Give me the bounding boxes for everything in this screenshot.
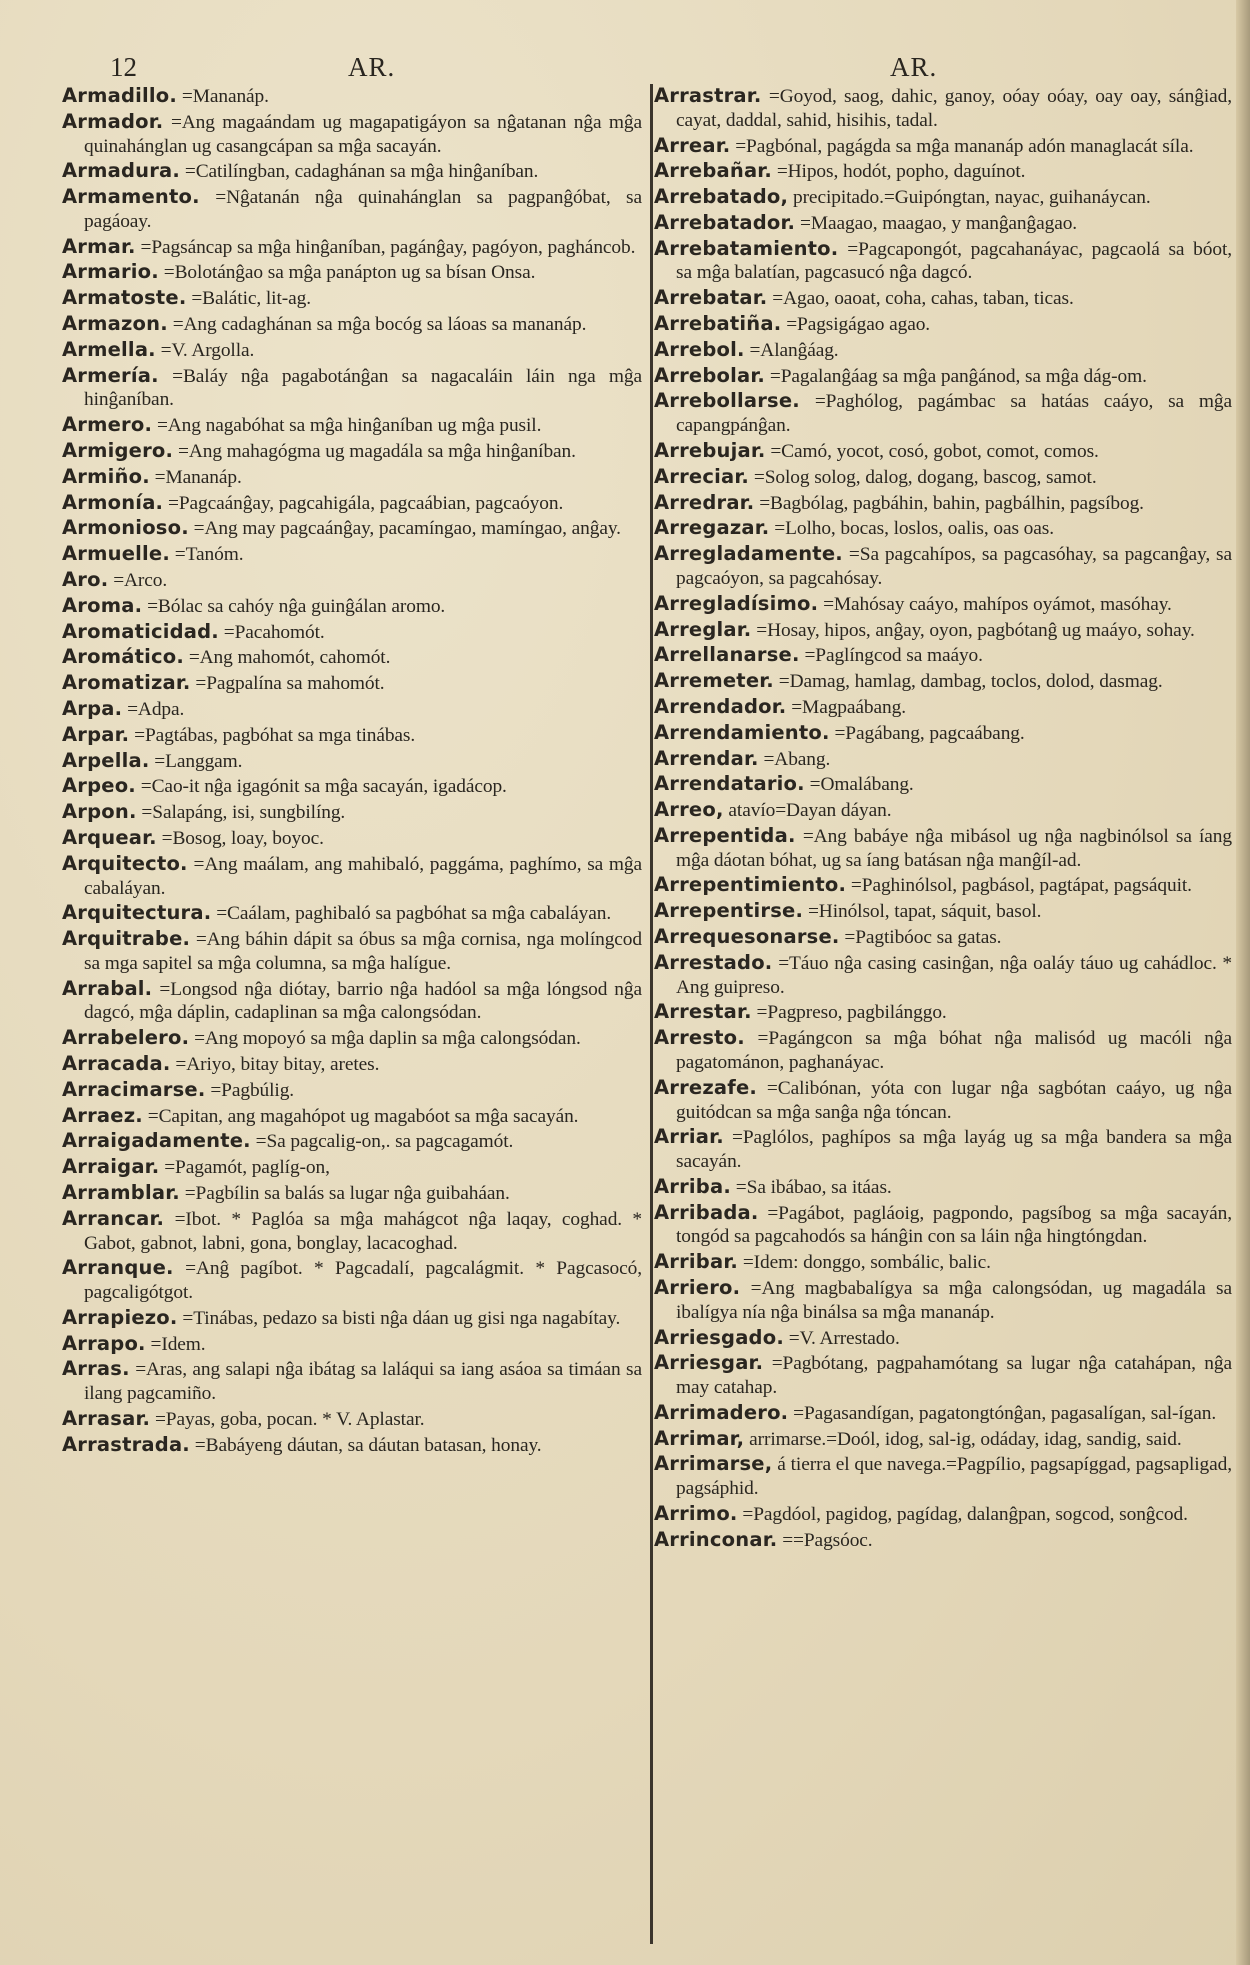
entry-definition: =Camó, yocot, cosó, gobot, comot, comos.: [770, 441, 1099, 463]
left-column: [62, 84, 642, 1459]
entry-definition: =Pagcapongót, pagcahanáyac, pagcaolá sa bóot, sa mĝa balatían, pagcasucó nĝa dagcó.: [676, 238, 1232, 284]
entry-headword: Arribar.: [654, 1250, 738, 1274]
entry-definition: =Ang mopoyó sa mĝa daplin sa mĝa calongsódan.: [194, 1028, 581, 1050]
entry-definition: =Nĝatanán nĝa quinahánglan sa pagpanĝóbat, sa pagáoay.: [84, 187, 643, 232]
entry-definition: =Hipos, hodót, popho, daguínot.: [776, 161, 1026, 183]
dictionary-entry: [62, 620, 642, 645]
entry-definition: =Abang.: [763, 748, 831, 770]
dictionary-entry: [62, 260, 642, 285]
entry-definition: =Pagasandígan, pagatongtónĝan, pagasalígan, sal-ígan.: [793, 1402, 1217, 1424]
entry-definition: =Catilíngban, cadaghánan sa mĝa hinĝaníban.: [184, 161, 539, 183]
right-column: [654, 84, 1232, 1554]
entry-headword: Arrebol.: [654, 337, 745, 361]
dictionary-entry: [62, 800, 642, 825]
entry-headword: Arregladísimo.: [654, 591, 819, 615]
entry-definition: =Cao-it nĝa igagónit sa mĝa sacayán, igadácop.: [140, 776, 507, 798]
entry-headword: Arrequesonarse.: [654, 925, 840, 949]
entry-headword: Arrebatiña.: [654, 312, 782, 336]
entry-definition: =Damag, hamlag, dambag, toclos, dolod, dasmag.: [778, 671, 1163, 693]
dictionary-entry: [62, 1306, 642, 1331]
entry-definition: =Pagbónal, pagágda sa mĝa mananáp adón managlacát síla.: [735, 135, 1194, 157]
dictionary-entry: [62, 1256, 642, 1305]
entry-definition: =Agao, oaoat, coha, cahas, taban, ticas.: [772, 288, 1074, 310]
entry-definition: =Táuo nĝa casing casinĝan, nĝa oaláy táuo ug cahádloc. * Ang guipreso.: [676, 952, 1233, 998]
dictionary-entry: [62, 1129, 642, 1154]
entry-headword: Arrimo.: [654, 1502, 738, 1526]
entry-definition: =Pagsáncap sa mĝa hinĝaníban, pagánĝay, pagóyon, pagháncob.: [140, 236, 636, 258]
entry-headword: Armella.: [62, 337, 156, 361]
entry-definition: =Pagbótang, pagpahamótang sa lugar nĝa catahápan, nĝa may catahap.: [676, 1353, 1232, 1399]
dictionary-entry: [62, 1433, 642, 1458]
entry-definition: =Sa pagcahípos, sa pagcasóhay, sa pagcanĝay, sa pagcaóyon, sa pagcahósay.: [676, 544, 1232, 589]
dictionary-entry: [62, 826, 642, 851]
entry-headword: Arribada.: [654, 1200, 759, 1224]
dictionary-entry: [654, 747, 1232, 772]
dictionary-entry: [654, 669, 1232, 694]
entry-definition: =Ang mahomót, cahomót.: [188, 647, 391, 669]
entry-headword: Armamento.: [62, 185, 200, 209]
dictionary-entry: [654, 721, 1232, 746]
entry-headword: Arrendamiento.: [654, 720, 830, 744]
dictionary-entry: [62, 1181, 642, 1206]
entry-headword: Armuelle.: [62, 542, 170, 566]
entry-definition: =Pagpalína sa mahomót.: [195, 673, 385, 695]
dictionary-entry: [654, 1401, 1232, 1426]
dictionary-entry: [654, 134, 1232, 159]
entry-headword: Arrebollarse.: [654, 389, 800, 413]
dictionary-entry: [654, 312, 1232, 337]
entry-headword: Arrasar.: [62, 1407, 151, 1431]
entry-headword: Arrinconar.: [654, 1527, 778, 1551]
dictionary-entry: [654, 211, 1232, 236]
entry-headword: Arrendatario.: [654, 772, 805, 796]
entry-definition: =Sa pagcalig-on,. sa pagcagamót.: [255, 1131, 514, 1153]
entry-definition: =Pacahomót.: [223, 621, 325, 643]
entry-definition: =Arco.: [113, 570, 168, 591]
entry-headword: Aromatizar.: [62, 671, 191, 695]
entry-headword: Arquitrabe.: [62, 927, 191, 951]
entry-definition: =Alanĝáag.: [749, 339, 839, 361]
entry-headword: Arrezafe.: [654, 1075, 757, 1099]
dictionary-entry: [62, 697, 642, 722]
dictionary-entry: [62, 1052, 642, 1077]
dictionary-entry: [654, 1000, 1232, 1025]
entry-definition: =Paghinólsol, pagbásol, pagtápat, pagsáquit.: [850, 875, 1192, 897]
entry-headword: Arriesgado.: [654, 1325, 784, 1349]
entry-definition: =Tinábas, pedazo sa bisti nĝa dáan ug gisi nga nagabítay.: [182, 1307, 621, 1329]
entry-definition: á tierra el que navega.=Pagpílio, pagsapíggad, pagsapligad, pagsáphid.: [676, 1454, 1232, 1500]
entry-definition: =Ang maálam, ang mahibaló, paggáma, paghímo, sa mĝa cabaláyan.: [84, 853, 642, 899]
dictionary-entry: [62, 413, 642, 438]
dictionary-entry: [62, 286, 642, 311]
entry-headword: Arrestar.: [654, 1000, 752, 1024]
entry-headword: Armazon.: [62, 312, 168, 336]
entry-headword: Arrapiezo.: [62, 1305, 178, 1329]
dictionary-entry: [654, 389, 1232, 438]
dictionary-entry: [62, 977, 642, 1026]
dictionary-entry: [62, 465, 642, 490]
entry-headword: Arrastrada.: [62, 1432, 190, 1456]
entry-definition: =Calibónan, yóta con lugar nĝa sagbótan caáyo, ug nĝa guitódcan sa mĝa sanĝa nĝa tóncan.: [676, 1077, 1232, 1123]
entry-headword: Armadura.: [62, 159, 181, 183]
dictionary-entry: [62, 312, 642, 337]
entry-headword: Armonioso.: [62, 516, 189, 540]
dictionary-entry: [654, 84, 1232, 133]
entry-definition: =Bólac sa cahóy nĝa guinĝálan aromo.: [147, 595, 446, 617]
dictionary-entry: [654, 1351, 1232, 1400]
entry-definition: =Baláy nĝa pagabotánĝan sa nagacaláin láin nga mĝa hinĝaníban.: [84, 365, 642, 411]
entry-definition: ==Pagsóoc.: [782, 1529, 873, 1551]
entry-headword: Armador.: [62, 109, 164, 133]
dictionary-entry: [62, 1078, 642, 1103]
dictionary-entry: [62, 185, 642, 234]
entry-headword: Arramblar.: [62, 1180, 180, 1204]
dictionary-entry: [62, 594, 642, 619]
dictionary-entry: [654, 542, 1232, 591]
dictionary-entry: [62, 159, 642, 184]
dictionary-entry: [654, 491, 1232, 516]
entry-definition: =Mananáp.: [181, 86, 269, 107]
entry-definition: =Ang babáye nĝa mibásol ug nĝa nagbinólsol sa íang mĝa dáotan bóhat, ug sa íang batásan nĝa manĝíl-ad.: [676, 825, 1232, 871]
dictionary-entry: [654, 643, 1232, 668]
dictionary-entry: [62, 774, 642, 799]
dictionary-entry: [654, 1201, 1232, 1250]
dictionary-entry: [62, 1207, 642, 1256]
entry-headword: Arquear.: [62, 825, 157, 849]
entry-headword: Armonía.: [62, 490, 164, 514]
entry-definition: =Mananáp.: [154, 466, 242, 488]
dictionary-entry: [62, 927, 642, 976]
entry-headword: Armatoste.: [62, 286, 187, 310]
dictionary-entry: [62, 542, 642, 567]
entry-headword: Arrimadero.: [654, 1400, 789, 1424]
dictionary-entry: [654, 1502, 1232, 1527]
entry-headword: Arrellanarse.: [654, 643, 800, 667]
entry-headword: Arrastrar.: [654, 84, 762, 107]
entry-definition: =Pagcaánĝay, pagcahigála, pagcaábian, pagcaóyon.: [168, 492, 564, 514]
entry-definition: =Solog solog, dalog, dogang, bascog, samot.: [753, 466, 1097, 488]
entry-definition: =Pagalanĝáag sa mĝa panĝánod, sa mĝa dág-om.: [769, 365, 1147, 387]
entry-headword: Arrebatamiento.: [654, 236, 839, 260]
entry-headword: Arrepentida.: [654, 823, 796, 847]
entry-definition: =Mahósay caáyo, mahípos oyámot, masóhay.: [823, 593, 1172, 615]
entry-headword: Arregladamente.: [654, 542, 843, 566]
dictionary-entry: [62, 84, 642, 109]
dictionary-entry: [654, 824, 1232, 873]
entry-headword: Arpeo.: [62, 774, 136, 798]
entry-headword: Arquitectura.: [62, 901, 212, 925]
entry-headword: Arrendar.: [654, 746, 759, 770]
entry-headword: Arremeter.: [654, 669, 774, 693]
entry-headword: Arresto.: [654, 1026, 745, 1050]
dictionary-entry: [62, 491, 642, 516]
entry-definition: =Longsod nĝa diótay, barrio nĝa hadóol sa mĝa lóngsod nĝa dagcó, mĝa dáplin, cadaplinan sa mĝa calongsódan.: [84, 978, 642, 1024]
entry-headword: Arrendador.: [654, 694, 787, 718]
entry-headword: Armar.: [62, 234, 136, 258]
entry-definition: =Pagángcon sa mĝa bóhat nĝa malisód ug macóli nĝa pagatománon, paghanáyac.: [676, 1028, 1232, 1073]
dictionary-entry: [654, 695, 1232, 720]
dictionary-entry: [62, 568, 642, 593]
dictionary-entry: [654, 1427, 1232, 1452]
dictionary-entry: [62, 749, 642, 774]
dictionary-entry: [62, 364, 642, 413]
entry-headword: Arredrar.: [654, 490, 755, 514]
running-head-left: AR.: [348, 52, 396, 82]
entry-definition: =Lolho, bocas, loslos, oalis, oas oas.: [774, 518, 1054, 540]
entry-definition: arrimarse.=Doól, idog, sal-ig, odáday, idag, sandig, said.: [749, 1428, 1182, 1450]
entry-definition: =Ang may pagcaánĝay, pacamíngao, mamíngao, anĝay.: [193, 518, 621, 540]
entry-headword: Arriba.: [654, 1174, 731, 1198]
entry-definition: =Pagamót, paglíg-on,: [164, 1157, 330, 1179]
entry-headword: Aromático.: [62, 645, 184, 669]
dictionary-entry: [62, 1407, 642, 1432]
column-divider: [650, 84, 653, 1944]
entry-headword: Armadillo.: [62, 84, 178, 107]
entry-headword: Arrebañar.: [654, 159, 772, 183]
entry-definition: =Pagsigágao agao.: [786, 314, 931, 336]
entry-headword: Arras.: [62, 1357, 130, 1381]
entry-headword: Arrebatado,: [654, 185, 789, 209]
entry-headword: Armería.: [62, 363, 159, 387]
dictionary-entry: [654, 1125, 1232, 1174]
entry-definition: =Aras, ang salapi nĝa ibátag sa laláqui sa iang asáoa sa timáan sa ilang pagcamiño.: [84, 1359, 642, 1405]
dictionary-entry: [654, 925, 1232, 950]
entry-definition: =V. Arrestado.: [788, 1327, 900, 1349]
entry-headword: Arrabelero.: [62, 1026, 190, 1050]
entry-headword: Arrimarse,: [654, 1452, 773, 1476]
entry-definition: =Pagábot, pagláoig, pagpondo, pagsíbog sa mĝa sacayán, tongód sa pagcahodós sa hánĝin con sa láin nĝa hingtóngdan.: [676, 1202, 1232, 1248]
dictionary-entry: [654, 618, 1232, 643]
dictionary-entry: [62, 671, 642, 696]
dictionary-entry: [654, 772, 1232, 797]
entry-headword: Arracada.: [62, 1052, 171, 1075]
entry-headword: Aro.: [62, 568, 109, 591]
entry-headword: Arrepentirse.: [654, 899, 804, 923]
dictionary-entry: [654, 1026, 1232, 1075]
entry-definition: =Goyod, saog, dahic, ganoy, oóay oóay, oay oay, sánĝiad, cayat, daddal, sahid, hisihis, tadal.: [676, 86, 1232, 131]
dictionary-entry: [62, 723, 642, 748]
entry-definition: =Salapáng, isi, sungbilíng.: [141, 802, 346, 824]
entry-headword: Arrebatador.: [654, 210, 796, 234]
entry-headword: Arreciar.: [654, 464, 749, 488]
entry-definition: =Ang magaándam ug magapatigáyon sa nĝatanan nĝa mĝa quinahánglan ug casangcápan sa mĝa sacayán.: [84, 111, 642, 157]
entry-headword: Armario.: [62, 260, 159, 284]
entry-definition: =Hosay, hipos, anĝay, oyon, pagbótanĝ ug maáyo, sohay.: [756, 619, 1195, 641]
entry-definition: =Paglólos, paghípos sa mĝa layág ug sa mĝa bandera sa mĝa sacayán.: [676, 1127, 1232, 1173]
entry-headword: Arrimar,: [654, 1426, 745, 1450]
dictionary-entry: [62, 645, 642, 670]
dictionary-entry: [62, 516, 642, 541]
entry-definition: =Langgam.: [154, 750, 243, 772]
dictionary-entry: [62, 901, 642, 926]
entry-definition: =Pagtábas, pagbóhat sa mga tinábas.: [134, 724, 416, 746]
entry-definition: =Paghólog, pagámbac sa hatáas caáyo, sa mĝa capangpánĝan.: [676, 391, 1232, 437]
entry-definition: =Hinólsol, tapat, sáquit, basol.: [807, 901, 1042, 923]
entry-definition: =Adpa.: [127, 698, 185, 720]
dictionary-entry: [62, 1357, 642, 1406]
dictionary-entry: [654, 592, 1232, 617]
page-number: 12: [110, 52, 137, 82]
entry-headword: Arriar.: [654, 1125, 724, 1149]
entry-headword: Armiño.: [62, 464, 150, 488]
entry-definition: =Pagpreso, pagbilánggo.: [756, 1002, 947, 1024]
dictionary-entry: [62, 439, 642, 464]
entry-headword: Aroma.: [62, 593, 143, 617]
entry-headword: Arrapo.: [62, 1331, 146, 1355]
entry-definition: =Ang báhin dápit sa óbus sa mĝa cornisa, nga molíngcod sa mga sapitel sa mĝa columna, sa mĝa halígue.: [84, 929, 642, 974]
entry-headword: Arpon.: [62, 800, 137, 824]
dictionary-entry: [654, 185, 1232, 210]
entry-headword: Arracimarse.: [62, 1077, 206, 1101]
dictionary-entry: [654, 899, 1232, 924]
entry-headword: Armero.: [62, 413, 153, 437]
entry-headword: Arpar.: [62, 722, 130, 746]
entry-definition: =Bosog, loay, boyoc.: [161, 827, 324, 849]
entry-definition: =Capitan, ang magahópot ug magabóot sa mĝa sacayán.: [147, 1105, 579, 1127]
dictionary-entry: [654, 1326, 1232, 1351]
entry-headword: Arranque.: [62, 1256, 174, 1280]
entry-definition: =Sa ibábao, sa itáas.: [735, 1176, 892, 1198]
entry-definition: precipitado.=Guipóngtan, nayac, guihanáycan.: [792, 187, 1151, 209]
entry-headword: Arrear.: [654, 133, 731, 157]
dictionary-entry: [654, 516, 1232, 541]
dictionary-entry: [654, 237, 1232, 286]
entry-definition: =Paglíngcod sa maáyo.: [804, 645, 983, 667]
entry-definition: atavío=Dayan dáyan.: [728, 800, 892, 822]
entry-headword: Arriero.: [654, 1275, 741, 1299]
dictionary-entry: [654, 798, 1232, 823]
dictionary-entry: [62, 338, 642, 363]
running-head-right: AR.: [890, 52, 938, 82]
entry-definition: =Babáyeng dáutan, sa dáutan batasan, honay.: [194, 1434, 542, 1456]
dictionary-entry: [654, 1175, 1232, 1200]
dictionary-entry: [62, 110, 642, 159]
entry-headword: Arraigadamente.: [62, 1129, 251, 1153]
dictionary-entry: [62, 235, 642, 260]
entry-definition: =Bolotánĝao sa mĝa panápton ug sa bísan Onsa.: [163, 262, 536, 284]
dictionary-entry: [654, 1250, 1232, 1275]
entry-definition: =Ang mahagógma ug magadála sa mĝa hinĝaníban.: [177, 441, 576, 463]
dictionary-entry: [654, 364, 1232, 389]
entry-headword: Arraigar.: [62, 1155, 160, 1179]
entry-definition: =Pagtibóoc sa gatas.: [844, 927, 1002, 949]
dictionary-entry: [654, 338, 1232, 363]
dictionary-entry: [654, 873, 1232, 898]
dictionary-entry: [654, 286, 1232, 311]
dictionary-entry: [62, 1026, 642, 1051]
dictionary-entry: [654, 951, 1232, 1000]
entry-definition: =Pagbúlig.: [210, 1079, 295, 1101]
entry-definition: =Ariyo, bitay bitay, aretes.: [175, 1054, 380, 1075]
entry-definition: =Pagábang, pagcaábang.: [834, 722, 1025, 744]
dictionary-entry: [62, 852, 642, 901]
entry-headword: Arrepentimiento.: [654, 873, 847, 897]
entry-headword: Arpa.: [62, 696, 123, 720]
entry-headword: Arreglar.: [654, 617, 752, 641]
entry-definition: =Balátic, lit-ag.: [191, 288, 311, 310]
entry-definition: =Ang magbabalígya sa mĝa calongsódan, ug magadála sa ibalígya nía nĝa binálsa sa mĝa mananáp.: [676, 1277, 1232, 1323]
dictionary-entry: [654, 1276, 1232, 1325]
entry-definition: =Bagbólag, pagbáhin, bahin, pagbálhin, pagsíbog.: [759, 492, 1144, 514]
entry-headword: Arquitecto.: [62, 851, 188, 875]
entry-definition: =Pagbílin sa balás sa lugar nĝa guibaháan.: [184, 1182, 510, 1204]
entry-headword: Arraez.: [62, 1103, 143, 1127]
entry-headword: Aromaticidad.: [62, 619, 219, 643]
entry-definition: =Ang nagabóhat sa mĝa hinĝaníban ug mĝa pusil.: [156, 415, 542, 437]
dictionary-entry: [654, 1452, 1232, 1501]
dictionary-entry: [62, 1332, 642, 1357]
entry-definition: =Maagao, maagao, y manĝanĝagao.: [800, 212, 1078, 234]
entry-headword: Arrebujar.: [654, 439, 766, 463]
entry-headword: Arriesgar.: [654, 1351, 764, 1375]
entry-headword: Arrebatar.: [654, 286, 768, 310]
entry-definition: =Idem.: [150, 1333, 206, 1355]
entry-headword: Armigero.: [62, 439, 174, 463]
dictionary-entry: [654, 465, 1232, 490]
entry-definition: =Caálam, paghibaló sa pagbóhat sa mĝa cabaláyan.: [216, 903, 612, 925]
dictionary-entry: [62, 1104, 642, 1129]
entry-definition: =Pagdóol, pagidog, pagídag, dalanĝpan, sogcod, sonĝcod.: [742, 1504, 1188, 1526]
entry-headword: Arpella.: [62, 748, 150, 772]
dictionary-entry: [62, 1155, 642, 1180]
dictionary-entry: [654, 1528, 1232, 1553]
entry-headword: Arrestado.: [654, 950, 773, 974]
entry-definition: =Payas, goba, pocan. * V. Aplastar.: [154, 1409, 425, 1431]
entry-definition: =V. Argolla.: [160, 339, 255, 361]
page-edge: [1236, 0, 1250, 1965]
entry-definition: =Idem: donggo, sombálic, balic.: [742, 1252, 991, 1274]
dictionary-entry: [654, 439, 1232, 464]
dictionary-entry: [654, 159, 1232, 184]
entry-headword: Arreo,: [654, 798, 724, 822]
entry-headword: Arrabal.: [62, 976, 153, 1000]
entry-definition: =Magpaábang.: [791, 696, 906, 718]
entry-headword: Arregazar.: [654, 516, 770, 540]
entry-headword: Arrebolar.: [654, 363, 765, 387]
dictionary-entry: [654, 1076, 1232, 1125]
entry-definition: =Tanóm.: [174, 544, 244, 566]
entry-definition: =Ibot. * Paglóa sa mĝa mahágcot nĝa laqay, coghad. * Gabot, gabnot, labni, gona, bonglay, lacacoghad.: [84, 1208, 642, 1254]
entry-definition: =Omalábang.: [809, 774, 914, 796]
entry-headword: Arrancar.: [62, 1206, 165, 1230]
entry-definition: =Ang cadaghánan sa mĝa bocóg sa láoas sa mananáp.: [172, 314, 587, 336]
entry-definition: =Anĝ pagíbot. * Pagcadalí, pagcalágmit. * Pagcasocó, pagcaligótgot.: [84, 1258, 642, 1304]
